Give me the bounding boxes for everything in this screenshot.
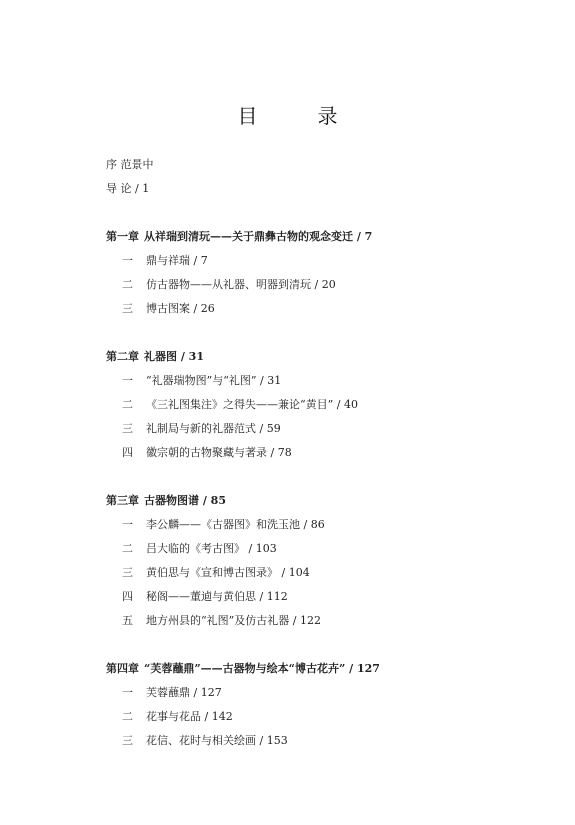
chapter-label: 第三章: [106, 494, 139, 507]
section-entry: [122, 518, 325, 532]
chapter-title: 礼器图 / 31: [144, 350, 204, 363]
section-number: 三: [122, 302, 133, 315]
section-number: 三: [122, 734, 133, 747]
section-entry: [122, 422, 281, 436]
section-number: 一: [122, 374, 133, 387]
chapter-2-heading: [106, 350, 204, 364]
section-entry: [122, 710, 233, 724]
section-title: 秘阁——董逌与黄伯思 / 112: [146, 590, 288, 603]
section-title: 仿古器物——从礼器、明器到清玩 / 20: [146, 278, 336, 291]
toc-entry-text: 导 论 / 1: [106, 182, 150, 195]
toc-entry-preface: [106, 158, 154, 172]
section-entry: [122, 446, 292, 460]
section-title: 吕大临的《考古图》 / 103: [146, 542, 277, 555]
chapter-label: 第二章: [106, 350, 139, 363]
section-title: 鼎与祥瑞 / 7: [146, 254, 208, 267]
section-entry: [122, 614, 321, 628]
section-title: 花事与花品 / 142: [146, 710, 233, 723]
section-entry: [122, 278, 336, 292]
section-entry: [122, 374, 281, 388]
section-number: 一: [122, 254, 133, 267]
chapter-4-heading: [106, 662, 380, 676]
section-number: 一: [122, 686, 133, 699]
section-title: 黄伯思与《宣和博古图录》 / 104: [146, 566, 310, 579]
section-number: 四: [122, 446, 133, 459]
chapter-1-heading: [106, 230, 372, 244]
section-number: 三: [122, 566, 133, 579]
chapter-3-heading: [106, 494, 226, 508]
section-title: 芙蓉蘸鼎 / 127: [146, 686, 222, 699]
section-title: 花信、花时与相关绘画 / 153: [146, 734, 288, 747]
section-title: 地方州县的“礼图”及仿古礼器 / 122: [146, 614, 321, 627]
section-number: 二: [122, 398, 133, 411]
section-entry: [122, 686, 222, 700]
section-number: 四: [122, 590, 133, 603]
section-title: 徽宗朝的古物聚藏与著录 / 78: [146, 446, 292, 459]
section-entry: [122, 254, 208, 268]
toc-entry-text: 序 范景中: [106, 158, 154, 171]
page-title: 目 录: [237, 104, 358, 128]
section-number: 二: [122, 710, 133, 723]
section-number: 一: [122, 518, 133, 531]
section-entry: [122, 734, 288, 748]
section-title: 《三礼图集注》之得失——兼论“黄目” / 40: [146, 398, 358, 411]
section-entry: [122, 542, 277, 556]
section-entry: [122, 566, 310, 580]
section-number: 五: [122, 614, 133, 627]
section-number: 二: [122, 542, 133, 555]
section-entry: [122, 302, 215, 316]
section-number: 三: [122, 422, 133, 435]
section-title: 礼制局与新的礼器范式 / 59: [146, 422, 281, 435]
chapter-label: 第四章: [106, 662, 139, 675]
section-number: 二: [122, 278, 133, 291]
section-entry: [122, 590, 288, 604]
toc-entry-introduction: [106, 182, 149, 196]
section-title: 博古图案 / 26: [146, 302, 215, 315]
chapter-label: 第一章: [106, 230, 139, 243]
section-title: “礼器瑞物图”与“礼图” / 31: [146, 374, 282, 387]
chapter-title: 从祥瑞到清玩——关于鼎彝古物的观念变迁 / 7: [144, 230, 373, 243]
section-title: 李公麟——《古器图》和洗玉池 / 86: [146, 518, 325, 531]
chapter-title: 古器物图谱 / 85: [144, 494, 226, 507]
chapter-title: “芙蓉蘸鼎”——古器物与绘本“博古花卉” / 127: [144, 662, 380, 675]
section-entry: [122, 398, 358, 412]
